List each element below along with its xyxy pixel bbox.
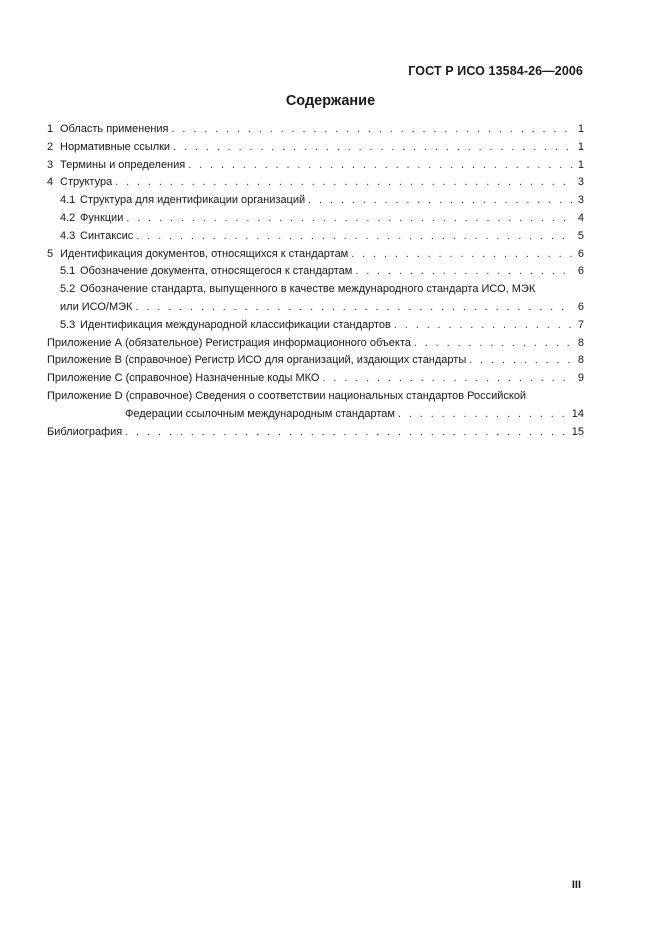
toc-entry-page: 15: [571, 425, 584, 438]
toc-entry-number: 3: [47, 158, 54, 171]
toc-subentry[interactable]: [47, 192, 584, 210]
toc-entry-page: 14: [571, 407, 584, 420]
toc-entry-number: 4.2: [60, 211, 76, 224]
toc-entry-page: 1: [577, 140, 584, 153]
toc-entry-title: Идентификация документов, относящихся к стандартам: [60, 247, 349, 260]
dot-leader: [115, 174, 573, 192]
toc-entry-title: Приложение А (обязательное) Регистрация информационного объекта: [47, 336, 411, 349]
dot-leader: [355, 263, 573, 281]
toc-appendix-entry[interactable]: [47, 388, 584, 424]
toc-entry-page: 6: [577, 247, 584, 260]
toc-entry-title-line2: или ИСО/МЭК: [60, 300, 133, 313]
dot-leader: [125, 424, 569, 442]
toc-entry-title-line1: Обозначение стандарта, выпущенного в качестве международного стандарта ИСО, МЭК: [80, 283, 536, 296]
toc-entry-title: Структура: [60, 176, 113, 189]
toc-entry[interactable]: [47, 174, 584, 192]
toc-entry-page: 6: [577, 300, 584, 313]
toc-subentry[interactable]: [47, 263, 584, 281]
dot-leader: [136, 228, 573, 246]
toc-entry-title-line1: Приложение D (справочное) Сведения о соответствии национальных стандартов Российской: [47, 389, 527, 402]
dot-leader: [351, 246, 573, 264]
page-title: Содержание: [285, 93, 376, 109]
toc-entry-page: 7: [577, 318, 584, 331]
page-number: III: [571, 879, 581, 891]
toc-entry-page: 3: [577, 176, 584, 189]
toc-entry-page: 4: [577, 211, 584, 224]
toc-entry-title: Приложение В (справочное) Регистр ИСО для организаций, издающих стандарты: [47, 354, 467, 367]
document-code: ГОСТ Р ИСО 13584-26—2006: [408, 64, 583, 78]
toc-entry[interactable]: [47, 246, 584, 264]
toc-entry-number: 5: [47, 247, 54, 260]
dot-leader: [172, 121, 574, 139]
toc-entry-page: 1: [577, 158, 584, 171]
toc-entry-title: Область применения: [60, 123, 169, 135]
dot-leader: [188, 157, 573, 175]
toc-entry[interactable]: [47, 121, 584, 139]
toc-entry-number: 4.1: [60, 194, 76, 207]
toc-entry-number: 4.3: [60, 229, 76, 242]
toc-entry-title: Библиография: [47, 425, 123, 438]
dot-leader: [398, 406, 569, 424]
toc-entry-page: 9: [577, 372, 584, 385]
toc-entry-number: 5.1: [60, 265, 76, 278]
toc-entry-number: 5.2: [60, 283, 76, 296]
toc-entry-number: 5.3: [60, 318, 76, 331]
toc-entry-page: 3: [577, 194, 584, 207]
toc-entry-page: 8: [577, 354, 584, 367]
toc-entry-page: 5: [577, 229, 584, 242]
toc-subentry[interactable]: [47, 228, 584, 246]
toc-entry-title: Обозначение документа, относящегося к стандартам: [80, 265, 353, 278]
toc-appendix-entry[interactable]: [47, 370, 584, 388]
toc-entry-title: Структура для идентификации организаций: [80, 194, 306, 207]
toc-subentry[interactable]: [47, 281, 584, 317]
toc-entry-number: 1: [47, 123, 54, 135]
toc-entry-page: 6: [577, 265, 584, 278]
toc-entry[interactable]: [47, 157, 584, 175]
dot-leader: [323, 370, 574, 388]
toc-entry-title: Термины и определения: [60, 158, 186, 171]
table-of-contents: [47, 121, 584, 441]
toc-appendix-entry[interactable]: [47, 335, 584, 353]
dot-leader: [308, 192, 573, 210]
toc-entry-title: Нормативные ссылки: [60, 140, 171, 153]
toc-entry-number: 4: [47, 176, 54, 189]
toc-entry-number: 2: [47, 140, 54, 153]
toc-entry-title-line2: Федерации ссылочным международным стандартам: [125, 407, 395, 420]
toc-entry-page: 8: [577, 336, 584, 349]
toc-entry-title: Синтаксис: [80, 229, 134, 242]
toc-entry-title: Приложение С (справочное) Назначенные коды МКО: [47, 372, 320, 385]
dot-leader: [469, 352, 573, 370]
toc-bibliography-entry[interactable]: [47, 424, 584, 442]
dot-leader: [135, 299, 573, 317]
toc-entry-title: Функции: [80, 211, 124, 224]
dot-leader: [394, 317, 573, 335]
toc-entry-page: 1: [577, 123, 584, 135]
toc-subentry[interactable]: [47, 317, 584, 335]
toc-subentry[interactable]: [47, 210, 584, 228]
dot-leader: [414, 335, 573, 353]
toc-entry[interactable]: [47, 139, 584, 157]
toc-entry-title: Идентификация международной классификации стандартов: [80, 318, 391, 331]
dot-leader: [126, 210, 573, 228]
dot-leader: [173, 139, 573, 157]
toc-appendix-entry[interactable]: [47, 352, 584, 370]
